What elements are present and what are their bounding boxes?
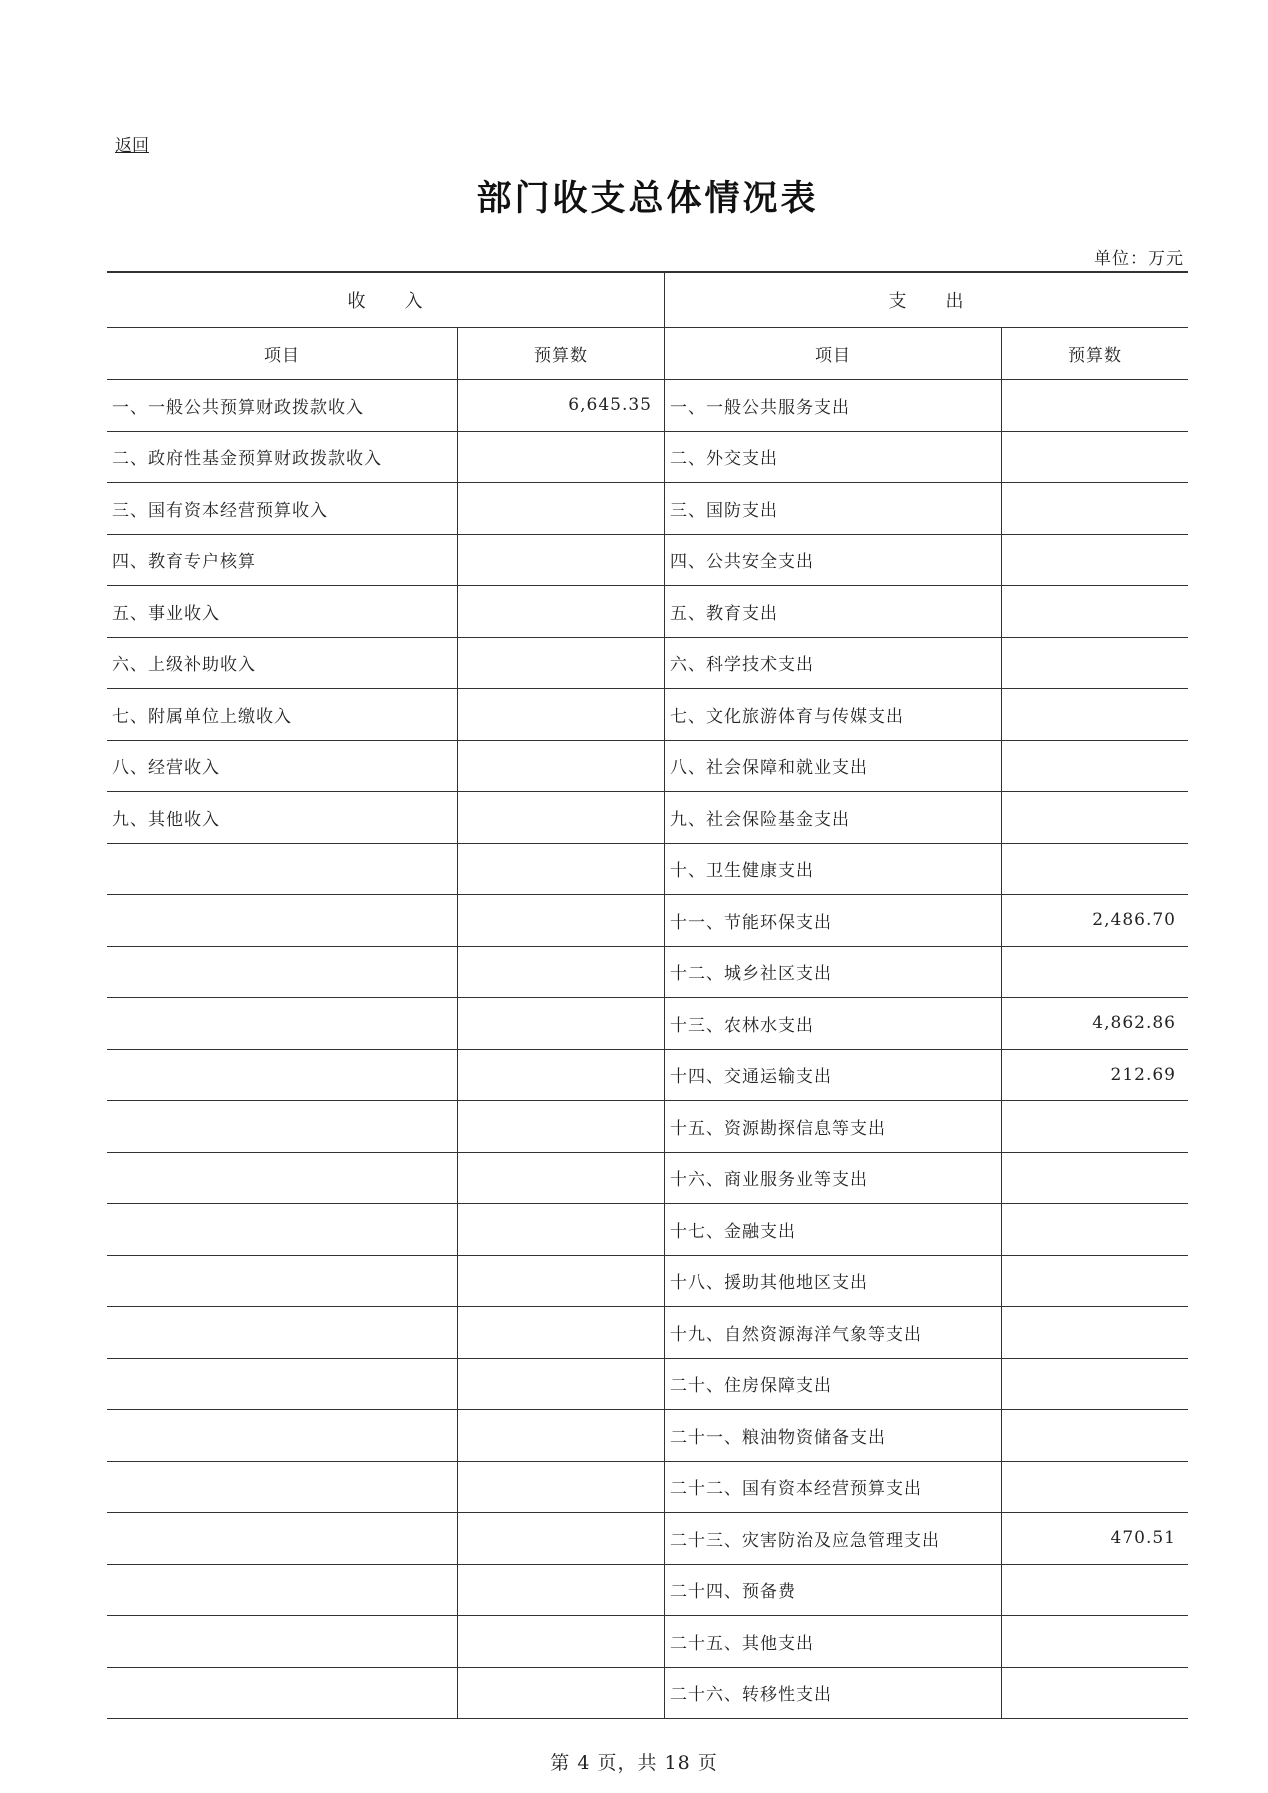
income-item-cell: 四、教育专户核算	[107, 535, 458, 587]
income-amount-cell	[458, 741, 665, 793]
expense-amount-cell	[1002, 483, 1188, 535]
expense-item-cell: 三、国防支出	[665, 483, 1002, 535]
income-amount-cell	[458, 1359, 665, 1411]
income-item-cell	[107, 1616, 458, 1668]
expense-amount-cell	[1002, 689, 1188, 741]
expense-amount-cell	[1002, 380, 1188, 432]
expense-amount-cell	[1002, 1462, 1188, 1514]
column-header-income-item: 项目	[107, 328, 458, 380]
income-item-cell: 七、附属单位上缴收入	[107, 689, 458, 741]
income-amount-cell	[458, 1153, 665, 1205]
expense-amount-cell	[1002, 1307, 1188, 1359]
income-amount-cell	[458, 998, 665, 1050]
expense-amount-cell	[1002, 741, 1188, 793]
expense-amount-cell	[1002, 792, 1188, 844]
income-amount-cell	[458, 844, 665, 896]
expense-amount-cell	[1002, 1565, 1188, 1617]
expense-amount-cell	[1002, 1616, 1188, 1668]
income-amount-cell	[458, 1050, 665, 1102]
income-amount-cell	[458, 1616, 665, 1668]
expense-item-cell: 十一、节能环保支出	[665, 895, 1002, 947]
income-item-cell	[107, 947, 458, 999]
expense-amount-cell	[1002, 947, 1188, 999]
expense-item-cell: 七、文化旅游体育与传媒支出	[665, 689, 1002, 741]
income-amount-cell	[458, 1565, 665, 1617]
expense-amount-cell: 212.69	[1002, 1050, 1188, 1102]
expense-item-cell: 十六、商业服务业等支出	[665, 1153, 1002, 1205]
income-item-cell: 六、上级补助收入	[107, 638, 458, 690]
expense-item-cell: 二十二、国有资本经营预算支出	[665, 1462, 1002, 1514]
expense-item-cell: 二十五、其他支出	[665, 1616, 1002, 1668]
expense-item-cell: 九、社会保险基金支出	[665, 792, 1002, 844]
income-item-cell: 三、国有资本经营预算收入	[107, 483, 458, 535]
income-item-cell	[107, 844, 458, 896]
income-amount-cell	[458, 1101, 665, 1153]
expense-item-cell: 八、社会保障和就业支出	[665, 741, 1002, 793]
expense-amount-cell	[1002, 1410, 1188, 1462]
income-amount-cell	[458, 689, 665, 741]
income-amount-cell	[458, 483, 665, 535]
expense-amount-cell	[1002, 1101, 1188, 1153]
expense-amount-cell	[1002, 586, 1188, 638]
expense-item-cell: 十、卫生健康支出	[665, 844, 1002, 896]
income-item-cell	[107, 1668, 458, 1720]
expense-item-cell: 十二、城乡社区支出	[665, 947, 1002, 999]
expense-item-cell: 二十、住房保障支出	[665, 1359, 1002, 1411]
expense-item-cell: 六、科学技术支出	[665, 638, 1002, 690]
expense-item-cell: 十三、农林水支出	[665, 998, 1002, 1050]
column-header-expense-amount: 预算数	[1002, 328, 1188, 380]
expense-amount-cell	[1002, 432, 1188, 484]
unit-label: 单位：万元	[1094, 249, 1184, 269]
expense-amount-cell	[1002, 535, 1188, 587]
page-title: 部门收支总体情况表	[476, 178, 819, 219]
income-item-cell	[107, 1307, 458, 1359]
column-header-expense-item: 项目	[665, 328, 1002, 380]
income-item-cell	[107, 1565, 458, 1617]
income-amount-cell	[458, 1462, 665, 1514]
income-amount-cell	[458, 1668, 665, 1720]
expense-item-cell: 十八、援助其他地区支出	[665, 1256, 1002, 1308]
expense-item-cell: 二十三、灾害防治及应急管理支出	[665, 1513, 1002, 1565]
expense-item-cell: 十五、资源勘探信息等支出	[665, 1101, 1002, 1153]
expense-amount-cell	[1002, 1359, 1188, 1411]
expense-item-cell: 一、一般公共服务支出	[665, 380, 1002, 432]
expense-amount-cell	[1002, 844, 1188, 896]
expense-item-cell: 四、公共安全支出	[665, 535, 1002, 587]
column-header-income-amount: 预算数	[458, 328, 665, 380]
budget-table	[107, 271, 1188, 1719]
income-item-cell: 一、一般公共预算财政拨款收入	[107, 380, 458, 432]
income-item-cell	[107, 1050, 458, 1102]
income-amount-cell	[458, 792, 665, 844]
income-amount-cell	[458, 895, 665, 947]
expense-item-cell: 二十一、粮油物资储备支出	[665, 1410, 1002, 1462]
expense-header: 支 出	[665, 273, 1188, 328]
income-amount-cell: 6,645.35	[458, 380, 665, 432]
income-amount-cell	[458, 1256, 665, 1308]
income-item-cell	[107, 1410, 458, 1462]
income-item-cell	[107, 1256, 458, 1308]
expense-item-cell: 二十六、转移性支出	[665, 1668, 1002, 1720]
back-link[interactable]: 返回	[115, 136, 149, 156]
income-amount-cell	[458, 947, 665, 999]
income-amount-cell	[458, 1307, 665, 1359]
expense-item-cell: 五、教育支出	[665, 586, 1002, 638]
income-amount-cell	[458, 1410, 665, 1462]
income-item-cell	[107, 1513, 458, 1565]
income-item-cell	[107, 1153, 458, 1205]
expense-amount-cell: 4,862.86	[1002, 998, 1188, 1050]
income-item-cell: 五、事业收入	[107, 586, 458, 638]
income-amount-cell	[458, 586, 665, 638]
income-amount-cell	[458, 1204, 665, 1256]
income-item-cell	[107, 1101, 458, 1153]
income-item-cell	[107, 1204, 458, 1256]
expense-item-cell: 二十四、预备费	[665, 1565, 1002, 1617]
income-item-cell: 九、其他收入	[107, 792, 458, 844]
income-amount-cell	[458, 1513, 665, 1565]
income-item-cell	[107, 1359, 458, 1411]
income-item-cell	[107, 1462, 458, 1514]
expense-amount-cell: 470.51	[1002, 1513, 1188, 1565]
expense-amount-cell	[1002, 1153, 1188, 1205]
expense-item-cell: 十四、交通运输支出	[665, 1050, 1002, 1102]
page-number: 第 4 页，共 18 页	[550, 1752, 718, 1774]
expense-amount-cell: 2,486.70	[1002, 895, 1188, 947]
expense-item-cell: 十九、自然资源海洋气象等支出	[665, 1307, 1002, 1359]
expense-amount-cell	[1002, 1668, 1188, 1720]
expense-item-cell: 十七、金融支出	[665, 1204, 1002, 1256]
income-header: 收 入	[107, 273, 665, 328]
income-item-cell	[107, 998, 458, 1050]
expense-amount-cell	[1002, 1204, 1188, 1256]
income-item-cell: 二、政府性基金预算财政拨款收入	[107, 432, 458, 484]
income-amount-cell	[458, 432, 665, 484]
expense-amount-cell	[1002, 1256, 1188, 1308]
income-amount-cell	[458, 638, 665, 690]
expense-amount-cell	[1002, 638, 1188, 690]
income-amount-cell	[458, 535, 665, 587]
income-item-cell	[107, 895, 458, 947]
income-item-cell: 八、经营收入	[107, 741, 458, 793]
expense-item-cell: 二、外交支出	[665, 432, 1002, 484]
